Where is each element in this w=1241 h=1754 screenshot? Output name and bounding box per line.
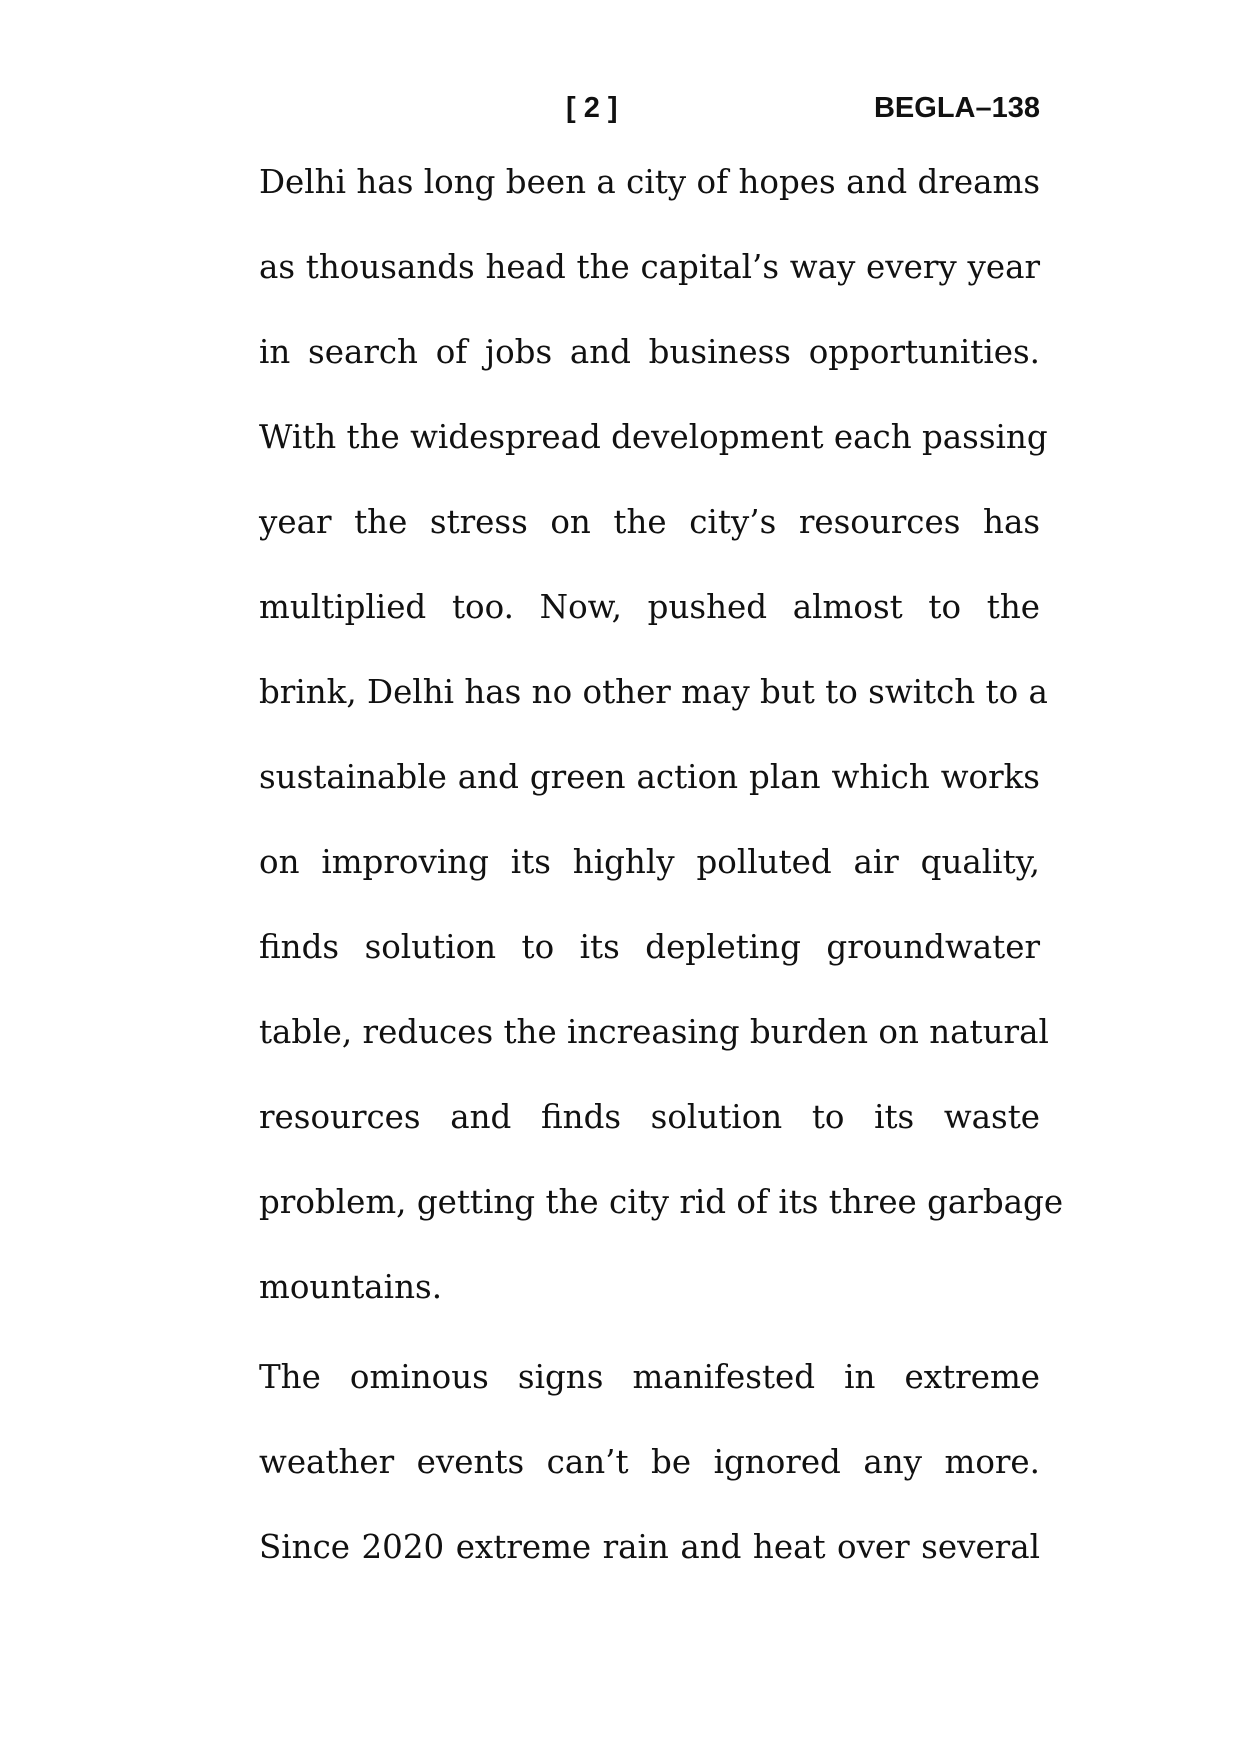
text-line: multiplied too. Now, pushed almost to the — [259, 588, 1040, 626]
text-line: year the stress on the city’s resources has — [259, 503, 1040, 541]
text-line: Since 2020 extreme rain and heat over several — [259, 1528, 1040, 1566]
text-line: Delhi has long been a city of hopes and dreams — [259, 163, 1040, 201]
text-line: mountains. — [259, 1268, 443, 1306]
text-line: on improving its highly polluted air quality, — [259, 843, 1040, 881]
text-line: brink, Delhi has no other may but to switch to a — [259, 673, 1048, 711]
text-line: sustainable and green action plan which works — [259, 758, 1040, 796]
text-line: table, reduces the increasing burden on natural — [259, 1013, 1049, 1051]
page-number: [ 2 ] — [566, 92, 618, 124]
text-line: finds solution to its depleting groundwater — [259, 928, 1040, 966]
text-line: resources and finds solution to its waste — [259, 1098, 1040, 1136]
text-line: as thousands head the capital’s way every year — [259, 248, 1040, 286]
text-line: The ominous signs manifested in extreme — [259, 1358, 1040, 1396]
text-line: problem, getting the city rid of its three garbage — [259, 1183, 1064, 1221]
document-code: BEGLA–138 — [873, 92, 1040, 124]
text-line: With the widespread development each passing — [259, 418, 1048, 456]
text-line: in search of jobs and business opportunities. — [259, 333, 1040, 371]
text-line: weather events can’t be ignored any more. — [259, 1443, 1040, 1481]
paragraph-2 — [259, 1335, 1040, 1590]
paragraph-1 — [259, 140, 1064, 1330]
